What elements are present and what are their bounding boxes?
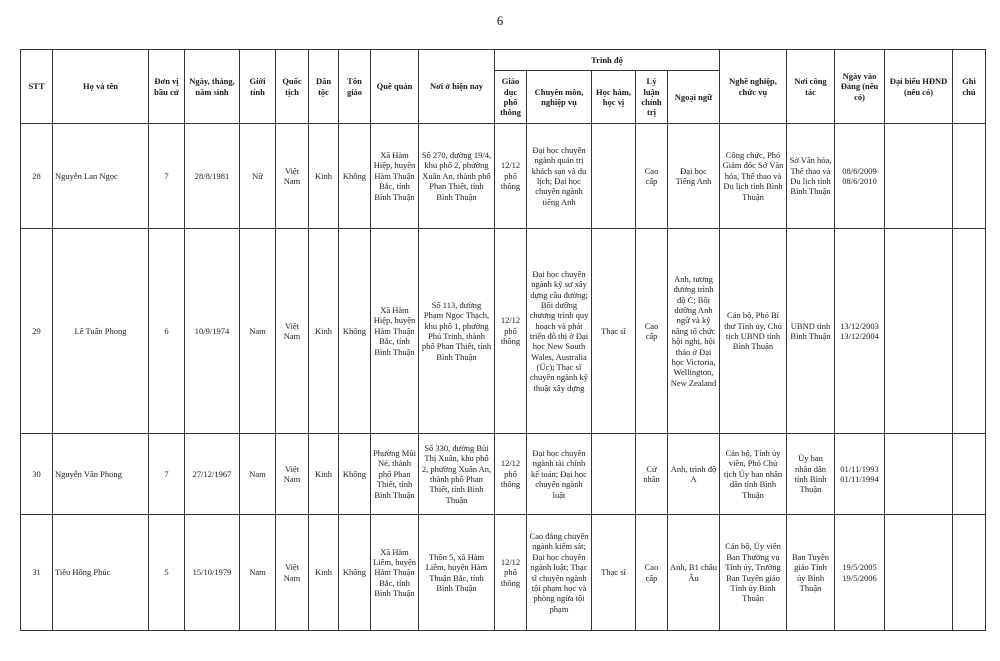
header-hometown: Quê quán bbox=[371, 50, 419, 124]
cell-dob: 28/8/1981 bbox=[185, 124, 240, 229]
cell-stt: 31 bbox=[21, 515, 53, 631]
cell-degree bbox=[592, 124, 636, 229]
cell-politics: Cao cấp bbox=[636, 124, 668, 229]
cell-name: Lê Tuấn Phong bbox=[53, 229, 149, 434]
header-general-edu: Giáo dục phổ thông bbox=[495, 71, 527, 124]
cell-specialty: Đại học chuyên ngành kỹ sư xây dựng cầu đường; Bồi dưỡng chương trình quy hoạch và phát triển đô thị ở Đại học New South Wales, Australia (Úc); Thạc sĩ chuyên ngành kỹ thuật xây dựng bbox=[527, 229, 592, 434]
table-row bbox=[21, 124, 986, 229]
cell-unit: 7 bbox=[149, 124, 185, 229]
cell-religion: Không bbox=[339, 515, 371, 631]
cell-residence: Số 270, đường 19/4, khu phố 2, phường Xuân An, thành phố Phan Thiết, tỉnh Bình Thuận bbox=[419, 124, 495, 229]
cell-party-date: 13/12/2003 13/12/2004 bbox=[835, 229, 885, 434]
header-row-1 bbox=[21, 50, 986, 71]
header-occupation: Nghề nghiệp, chức vụ bbox=[720, 50, 787, 124]
cell-council bbox=[885, 124, 953, 229]
cell-residence: Số 330, đường Bùi Thị Xuân, khu phố 2, phường Xuân An, thành phố Phan Thiết, tỉnh Bình Thuận bbox=[419, 434, 495, 515]
cell-ethnicity: Kinh bbox=[309, 515, 339, 631]
cell-party-date: 08/6/2009 08/6/2010 bbox=[835, 124, 885, 229]
table-row bbox=[21, 229, 986, 434]
cell-general-edu: 12/12 phổ thông bbox=[495, 515, 527, 631]
cell-ethnicity: Kinh bbox=[309, 229, 339, 434]
cell-gender: Nữ bbox=[240, 124, 276, 229]
cell-unit: 5 bbox=[149, 515, 185, 631]
cell-council bbox=[885, 434, 953, 515]
cell-dob: 27/12/1967 bbox=[185, 434, 240, 515]
table-row bbox=[21, 515, 986, 631]
cell-politics: Cử nhân bbox=[636, 434, 668, 515]
page-number: 6 bbox=[496, 13, 504, 28]
cell-stt: 30 bbox=[21, 434, 53, 515]
cell-nationality: Việt Nam bbox=[276, 515, 309, 631]
cell-name: Nguyễn Lan Ngọc bbox=[53, 124, 149, 229]
cell-gender: Nam bbox=[240, 515, 276, 631]
cell-hometown: Xã Hàm Hiệp, huyện Hàm Thuận Bắc, tỉnh Bình Thuận bbox=[371, 229, 419, 434]
cell-religion: Không bbox=[339, 229, 371, 434]
cell-workplace: Ban Tuyên giáo Tỉnh ủy Bình Thuận bbox=[787, 515, 835, 631]
cell-gender: Nam bbox=[240, 434, 276, 515]
cell-residence: Thôn 5, xã Hàm Liêm, huyện Hàm Thuận Bắc, tỉnh Bình Thuận bbox=[419, 515, 495, 631]
cell-occupation: Cán bộ, Tỉnh ủy viên, Phó Chủ tịch Ủy ban nhân dân tỉnh Bình Thuận bbox=[720, 434, 787, 515]
cell-workplace: Ủy ban nhân dân tỉnh Bình Thuận bbox=[787, 434, 835, 515]
cell-party-date: 19/5/2005 19/5/2006 bbox=[835, 515, 885, 631]
cell-party-date: 01/11/1993 01/11/1994 bbox=[835, 434, 885, 515]
header-education-group: Trình độ bbox=[495, 50, 720, 71]
cell-gender: Nam bbox=[240, 229, 276, 434]
cell-language: Anh, trình độ A bbox=[668, 434, 720, 515]
cell-occupation: Cán bộ, Phó Bí thư Tỉnh ủy, Chủ tịch UBND tỉnh Bình Thuận bbox=[720, 229, 787, 434]
header-name: Họ và tên bbox=[53, 50, 149, 124]
cell-dob: 10/9/1974 bbox=[185, 229, 240, 434]
cell-specialty: Đại học chuyên ngành quản trị khách sạn và du lịch; Đại học chuyên ngành tiếng Anh bbox=[527, 124, 592, 229]
cell-degree: Thạc sĩ bbox=[592, 515, 636, 631]
header-politics: Lý luận chính trị bbox=[636, 71, 668, 124]
header-party-date: Ngày vào Đảng (nếu có) bbox=[835, 50, 885, 124]
cell-religion: Không bbox=[339, 124, 371, 229]
cell-general-edu: 12/12 phổ thông bbox=[495, 434, 527, 515]
cell-workplace: UBND tỉnh Bình Thuận bbox=[787, 229, 835, 434]
cell-ethnicity: Kinh bbox=[309, 434, 339, 515]
cell-degree: Thạc sĩ bbox=[592, 229, 636, 434]
cell-workplace: Sở Văn hóa, Thể thao và Du lịch tỉnh Bình Thuận bbox=[787, 124, 835, 229]
cell-name: Tiêu Hồng Phúc bbox=[53, 515, 149, 631]
cell-unit: 7 bbox=[149, 434, 185, 515]
header-note: Ghi chú bbox=[953, 50, 986, 124]
header-dob: Ngày, tháng, năm sinh bbox=[185, 50, 240, 124]
cell-language: Đại học Tiếng Anh bbox=[668, 124, 720, 229]
header-stt: STT bbox=[21, 50, 53, 124]
cell-name: Nguyễn Văn Phong bbox=[53, 434, 149, 515]
cell-specialty: Đại học chuyên ngành tài chính kế toán; Đại học chuyên ngành luật bbox=[527, 434, 592, 515]
table-row bbox=[21, 434, 986, 515]
header-ethnicity: Dân tộc bbox=[309, 50, 339, 124]
cell-general-edu: 12/12 phổ thông bbox=[495, 229, 527, 434]
cell-degree bbox=[592, 434, 636, 515]
header-residence: Nơi ở hiện nay bbox=[419, 50, 495, 124]
header-unit: Đơn vị bầu cử bbox=[149, 50, 185, 124]
cell-general-edu: 12/12 phổ thông bbox=[495, 124, 527, 229]
cell-occupation: Cán bộ, Ủy viên Ban Thường vụ Tỉnh ủy, Trưởng Ban Tuyên giáo Tỉnh ủy Bình Thuận bbox=[720, 515, 787, 631]
cell-nationality: Việt Nam bbox=[276, 124, 309, 229]
header-language: Ngoại ngữ bbox=[668, 71, 720, 124]
cell-hometown: Phường Mũi Né, thành phố Phan Thiết, tỉnh Bình Thuận bbox=[371, 434, 419, 515]
cell-religion: Không bbox=[339, 434, 371, 515]
header-gender: Giới tính bbox=[240, 50, 276, 124]
cell-dob: 15/10/1979 bbox=[185, 515, 240, 631]
cell-occupation: Công chức, Phó Giám đốc Sở Văn hóa, Thể thao và Du lịch tỉnh Bình Thuận bbox=[720, 124, 787, 229]
cell-language: Anh, B1 châu Âu bbox=[668, 515, 720, 631]
header-religion: Tôn giáo bbox=[339, 50, 371, 124]
cell-stt: 28 bbox=[21, 124, 53, 229]
cell-council bbox=[885, 515, 953, 631]
cell-note bbox=[953, 515, 986, 631]
header-council: Đại biểu HĐND (nếu có) bbox=[885, 50, 953, 124]
cell-council bbox=[885, 229, 953, 434]
cell-residence: Số 113, đường Phạm Ngọc Thạch, khu phố 1, phường Phú Trinh, thành phố Phan Thiết, tỉnh Bình Thuận bbox=[419, 229, 495, 434]
header-workplace: Nơi công tác bbox=[787, 50, 835, 124]
cell-ethnicity: Kinh bbox=[309, 124, 339, 229]
candidate-table bbox=[20, 49, 986, 631]
cell-note bbox=[953, 229, 986, 434]
cell-stt: 29 bbox=[21, 229, 53, 434]
cell-language: Anh, tương đương trình độ C; Bồi dưỡng Anh ngữ và kỹ năng tổ chức hội nghị, hội thảo ở Đại học Victoria, Wellington, New Zealand bbox=[668, 229, 720, 434]
cell-unit: 6 bbox=[149, 229, 185, 434]
header-degree: Học hàm, học vị bbox=[592, 71, 636, 124]
cell-note bbox=[953, 434, 986, 515]
header-nationality: Quốc tịch bbox=[276, 50, 309, 124]
cell-note bbox=[953, 124, 986, 229]
cell-politics: Cao cấp bbox=[636, 515, 668, 631]
cell-hometown: Xã Hàm Hiệp, huyện Hàm Thuận Bắc, tỉnh Bình Thuận bbox=[371, 124, 419, 229]
cell-hometown: Xã Hàm Liêm, huyện Hàm Thuận Bắc, tỉnh Bình Thuận bbox=[371, 515, 419, 631]
cell-nationality: Việt Nam bbox=[276, 434, 309, 515]
cell-nationality: Việt Nam bbox=[276, 229, 309, 434]
cell-specialty: Cao đẳng chuyên ngành kiểm sát; Đại học chuyên ngành luật; Thạc sĩ chuyên ngành tội phạm học và phòng ngừa tội phạm bbox=[527, 515, 592, 631]
cell-politics: Cao cấp bbox=[636, 229, 668, 434]
header-specialty: Chuyên môn, nghiệp vụ bbox=[527, 71, 592, 124]
